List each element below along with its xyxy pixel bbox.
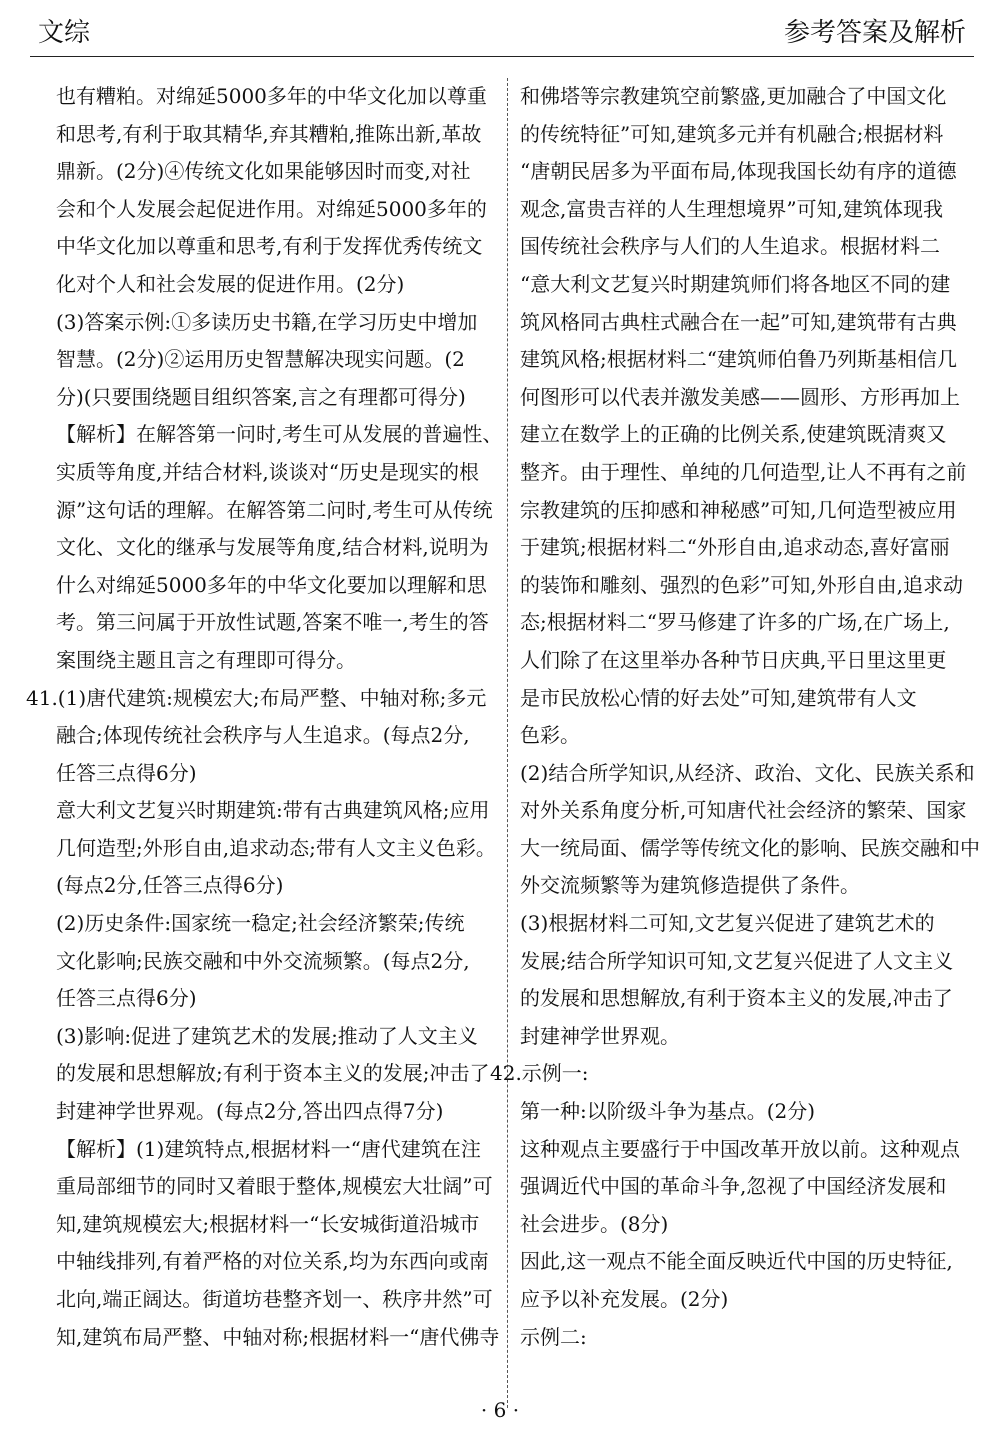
text-line: 中轴线排列,有着严格的对位关系,均为东西向或南 [56, 1249, 489, 1274]
text-line: 案围绕主题且言之有理即可得分。 [56, 647, 356, 672]
text-line: (2)结合所学知识,从经济、政治、文化、民族关系和 [520, 760, 975, 785]
text-line: (2)历史条件:国家统一稳定;社会经济繁荣;传统 [56, 911, 465, 936]
text-line: 大一统局面、儒学等传统文化的影响、民族交融和中 [520, 835, 980, 860]
text-line: (3)根据材料二可知,文艺复兴促进了建筑艺术的 [520, 911, 935, 936]
text-line: 智慧。(2分)②运用历史智慧解决现实问题。(2 [56, 347, 465, 372]
text-line: 这种观点主要盛行于中国改革开放以前。这种观点 [520, 1136, 960, 1161]
text-line: 社会进步。(8分) [520, 1211, 669, 1236]
text-line: 的发展和思想解放;有利于资本主义的发展;冲击了 [56, 1061, 490, 1086]
text-line: 态;根据材料二“罗马修建了许多的广场,在广场上, [520, 610, 950, 635]
text-line: 何图形可以代表并激发美感——圆形、方形再加上 [520, 384, 960, 409]
text-line: 整齐。由于理性、单纯的几何造型,让人不再有之前 [520, 459, 967, 484]
text-line: 考。第三问属于开放性试题,答案不唯一,考生的答 [56, 610, 489, 635]
text-line: 化对个人和社会发展的促进作用。(2分) [56, 271, 405, 296]
text-line: 实质等角度,并结合材料,谈谈对“历史是现实的根 [56, 459, 479, 484]
text-line: (3)答案示例:①多读历史书籍,在学习历史中增加 [56, 309, 478, 334]
page-number: · 6 · [480, 1398, 520, 1422]
text-line: 筑风格同古典柱式融合在一起”可知,建筑带有古典 [520, 309, 957, 334]
text-line: 发展;结合所学知识可知,文艺复兴促进了人文主义 [520, 948, 954, 973]
text-line: 知,建筑规模宏大;根据材料一“长安城街道沿城市 [56, 1211, 480, 1236]
text-line: 中华文化加以尊重和思考,有利于发挥优秀传统文 [56, 234, 483, 259]
text-line: 分)(只要围绕题目组织答案,言之有理都可得分) [56, 384, 466, 409]
text-line: 的装饰和雕刻、强烈的色彩”可知,外形自由,追求动 [520, 572, 963, 597]
text-line: 知,建筑布局严整、中轴对称;根据材料一“唐代佛寺 [56, 1324, 500, 1349]
analysis-line: 【解析】(1)建筑特点,根据材料一“唐代建筑在注 [56, 1136, 481, 1161]
text-line: 外交流频繁等为建筑修造提供了条件。 [520, 873, 860, 898]
header-rule [30, 56, 974, 57]
text-line: 重局部细节的同时又着眼于整体,规模宏大壮阔”可 [56, 1174, 493, 1199]
section-title: 参考答案及解析 [783, 18, 966, 48]
text-line: 于建筑;根据材料二“外形自由,追求动态,喜好富丽 [520, 535, 950, 560]
left-column [26, 78, 503, 1356]
text-line: 意大利文艺复兴时期建筑:带有古典建筑风格;应用 [56, 798, 490, 823]
text-line: “唐朝民居多为平面布局,体现我国长幼有序的道德 [520, 159, 957, 184]
text-line: (3)影响:促进了建筑艺术的发展;推动了人文主义 [56, 1023, 478, 1048]
question-42-line: 42.示例一: [490, 1061, 589, 1086]
text-line: 几何造型;外形自由,追求动态;带有人文主义色彩。 [56, 835, 496, 860]
text-line: 示例二: [520, 1324, 587, 1349]
text-line: 封建神学世界观。 [520, 1023, 680, 1048]
text-line: 的发展和思想解放,有利于资本主义的发展,冲击了 [520, 986, 953, 1011]
text-line: 任答三点得6分) [56, 986, 197, 1011]
text-line: 融合;体现传统社会秩序与人生追求。(每点2分, [56, 723, 470, 748]
text-line: 北向,端正阔达。街道坊巷整齐划一、秩序井然”可 [56, 1287, 493, 1311]
text-line: 观念,富贵吉祥的人生理想境界”可知,建筑体现我 [520, 196, 943, 221]
text-line: 色彩。 [520, 723, 580, 748]
question-41-line: 41.(1)唐代建筑:规模宏大;布局严整、中轴对称;多元 [26, 685, 487, 710]
text-line: 源”这句话的理解。在解答第二问时,考生可从传统 [56, 497, 493, 522]
page-header [0, 0, 1000, 52]
text-line: 是市民放松心情的好去处”可知,建筑带有人文 [520, 685, 917, 710]
text-line: 建筑风格;根据材料二“建筑师伯鲁乃列斯基相信几 [520, 347, 957, 372]
text-line: 会和个人发展会起促进作用。对绵延5000多年的 [56, 196, 487, 221]
text-line: 文化影响;民族交融和中外交流频繁。(每点2分, [56, 948, 470, 973]
text-line: 和佛塔等宗教建筑空前繁盛,更加融合了中国文化 [520, 84, 947, 108]
column-divider [507, 78, 508, 1408]
text-line: 的传统特征”可知,建筑多元并有机融合;根据材料 [520, 121, 944, 146]
text-line: 也有糟粕。对绵延5000多年的中华文化加以尊重 [56, 84, 487, 108]
subject-label: 文综 [38, 18, 91, 48]
text-line: 宗教建筑的压抑感和神秘感”可知,几何造型被应用 [520, 497, 957, 522]
text-line: 人们除了在这里举办各种节日庆典,平日里这里更 [520, 647, 947, 672]
text-line: (每点2分,任答三点得6分) [56, 873, 284, 898]
text-line: 因此,这一观点不能全面反映近代中国的历史特征, [520, 1249, 953, 1274]
text-line: 建立在数学上的正确的比例关系,使建筑既清爽又 [520, 422, 947, 447]
text-line: 应予以补充发展。(2分) [520, 1287, 729, 1311]
text-line: 什么对绵延5000多年的中华文化要加以理解和思 [56, 572, 487, 597]
analysis-line: 【解析】在解答第一问时,考生可从发展的普遍性、 [56, 422, 503, 447]
text-line: “意大利文艺复兴时期建筑师们将各地区不同的建 [520, 271, 951, 296]
text-line: 文化、文化的继承与发展等角度,结合材料,说明为 [56, 535, 489, 560]
text-line: 对外关系角度分析,可知唐代社会经济的繁荣、国家 [520, 798, 967, 823]
text-line: 任答三点得6分) [56, 760, 197, 785]
text-line: 强调近代中国的革命斗争,忽视了中国经济发展和 [520, 1174, 947, 1199]
right-column [490, 78, 980, 1356]
text-line: 国传统社会秩序与人们的人生追求。根据材料二 [520, 234, 940, 259]
text-line: 鼎新。(2分)④传统文化如果能够因时而变,对社 [56, 159, 471, 184]
text-line: 第一种:以阶级斗争为基点。(2分) [520, 1099, 816, 1124]
text-line: 封建神学世界观。(每点2分,答出四点得7分) [56, 1099, 444, 1124]
text-line: 和思考,有利于取其精华,弃其糟粕,推陈出新,革故 [56, 121, 482, 146]
